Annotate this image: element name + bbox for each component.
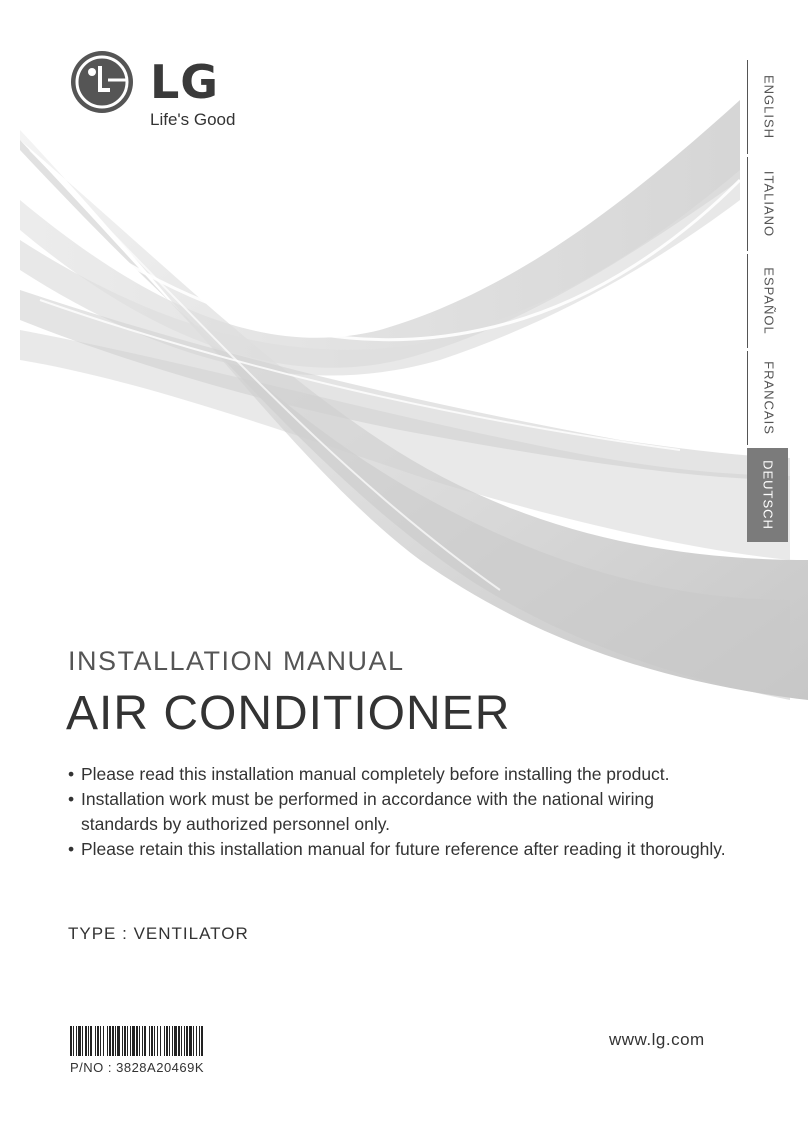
barcode-bar bbox=[85, 1026, 87, 1056]
product-type: TYPE : VENTILATOR bbox=[68, 924, 249, 943]
barcode-bar bbox=[78, 1026, 81, 1056]
list-item bbox=[68, 762, 728, 787]
barcode-bar bbox=[109, 1026, 111, 1056]
barcode-bar bbox=[196, 1026, 197, 1056]
barcode-bar bbox=[97, 1026, 99, 1056]
barcode-bar bbox=[100, 1026, 101, 1056]
note-text: Please retain this installation manual for future reference after reading it thoroughly. bbox=[81, 839, 726, 859]
barcode-bar bbox=[88, 1026, 89, 1056]
barcode-bar bbox=[166, 1026, 168, 1056]
barcode-bar bbox=[76, 1026, 77, 1056]
barcode-bar bbox=[103, 1026, 104, 1056]
tab-espanol[interactable] bbox=[747, 254, 789, 348]
tab-label: ENGLISH bbox=[761, 74, 776, 140]
barcode-bar bbox=[178, 1026, 180, 1056]
lg-face-icon bbox=[70, 50, 134, 114]
barcode-bar bbox=[90, 1026, 92, 1056]
barcode-bar bbox=[112, 1026, 114, 1056]
barcode-bar bbox=[142, 1026, 143, 1056]
tab-label: ITALIANO bbox=[761, 170, 776, 238]
barcode-bar bbox=[154, 1026, 155, 1056]
barcode-bar bbox=[130, 1026, 131, 1056]
lg-logo bbox=[70, 50, 270, 140]
tab-italiano[interactable] bbox=[747, 157, 789, 251]
tab-label: FRANCAIS bbox=[761, 361, 776, 435]
tab-label: DEUTSCH bbox=[760, 460, 775, 530]
barcode-bar bbox=[115, 1026, 116, 1056]
list-item bbox=[68, 787, 728, 837]
barcode-bar bbox=[181, 1026, 182, 1056]
barcode-bar bbox=[193, 1026, 194, 1056]
barcode-bar bbox=[157, 1026, 158, 1056]
barcode-bar bbox=[149, 1026, 150, 1056]
barcode-bar bbox=[139, 1026, 140, 1056]
barcode-bar bbox=[82, 1026, 83, 1056]
barcode-bar bbox=[184, 1026, 185, 1056]
note-text: Installation work must be performed in accordance with the national wiring standards by authorized personnel only. bbox=[81, 789, 654, 834]
tab-label: ESPAÑOL bbox=[761, 267, 776, 335]
barcode-bar bbox=[151, 1026, 153, 1056]
barcode-bar bbox=[122, 1026, 123, 1056]
barcode-bar bbox=[117, 1026, 120, 1056]
barcode-bar bbox=[160, 1026, 161, 1056]
barcode-bar bbox=[169, 1026, 170, 1056]
tab-english[interactable] bbox=[747, 60, 789, 154]
list-item bbox=[68, 837, 728, 862]
bullet-marker: • bbox=[68, 764, 75, 784]
note-text: Please read this installation manual completely before installing the product. bbox=[81, 764, 670, 784]
brand-name: LG bbox=[150, 55, 220, 109]
barcode-bar bbox=[144, 1026, 146, 1056]
barcode-bar bbox=[124, 1026, 126, 1056]
tab-deutsch[interactable] bbox=[747, 448, 788, 542]
brand-slogan: Life's Good bbox=[150, 110, 236, 129]
barcode-bar bbox=[107, 1026, 108, 1056]
document-title: AIR CONDITIONER bbox=[66, 687, 511, 740]
barcode bbox=[70, 1026, 338, 1056]
barcode-bar bbox=[172, 1026, 173, 1056]
barcode-bar bbox=[95, 1026, 96, 1056]
tab-francais[interactable] bbox=[747, 351, 789, 445]
barcode-bar bbox=[186, 1026, 188, 1056]
bullet-marker: • bbox=[68, 789, 75, 809]
barcode-bar bbox=[164, 1026, 165, 1056]
barcode-bar bbox=[189, 1026, 192, 1056]
website-link[interactable]: www.lg.com bbox=[609, 1030, 705, 1049]
barcode-bar bbox=[136, 1026, 138, 1056]
document-subtitle: INSTALLATION MANUAL bbox=[68, 646, 405, 676]
notes-list bbox=[68, 762, 728, 862]
barcode-bar bbox=[70, 1026, 72, 1056]
barcode-bar bbox=[174, 1026, 177, 1056]
barcode-bar bbox=[127, 1026, 128, 1056]
barcode-bar bbox=[73, 1026, 74, 1056]
part-number: P/NO : 3828A20469K bbox=[70, 1060, 205, 1075]
barcode-bar bbox=[201, 1026, 203, 1056]
bullet-marker: • bbox=[68, 839, 75, 859]
language-tabs bbox=[747, 60, 788, 545]
barcode-bar bbox=[199, 1026, 200, 1056]
barcode-bar bbox=[132, 1026, 135, 1056]
